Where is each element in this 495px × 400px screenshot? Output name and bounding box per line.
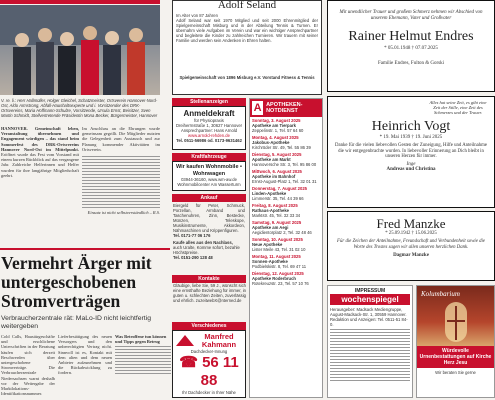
apotheke-entry <box>252 254 320 269</box>
apotheke-entry <box>252 186 320 201</box>
obituary-manzke-signoff: Dagmar Manzke <box>393 253 429 259</box>
ad-wohnmobile-phone: 03944-36160, www.wm-aw.de <box>181 177 237 182</box>
headline-title: Vermehrt Ärger mit untergeschobenen Stromverträgen <box>1 253 152 311</box>
notice-seland-text: Adolf Seland war seit 1970 Mitglied und seit 2000 Ehrenmitglied der Spielgemeinschaft Misburg und in der Abteilung Tennis & Turnen. Er übernahm viele Aufgaben im Verein und war ein wichtiger Ansprechpartner und begleitete die Kinder zu zahlreichen Turnieren. Wir trauern mit seiner Familie und werden sein Andenken in Ehren halten. <box>176 18 318 43</box>
article-left-lead: HANNOVER. Gemeinschaft leben, Veranstaltung übernehmen und Engagement würdigen – das stand beim Sommerfest des DRK-Ortsvereins Hannover Nord-Ost im Mittelpunkt. <box>1 126 79 152</box>
apotheke-name: Apotheke im Bahnhof <box>252 174 296 179</box>
apotheke-address: Marktstr. 45, Tel. 32 33 34 <box>252 213 301 218</box>
ad-kontakte-text: Gläubige, liebe Sie, 59 J., wünscht sich eine ernsthafte Beziehung für immer, in guten u. schlechten Zeiten, zuverlässig und ehrlich. zuzeitwebX@nterned.de <box>173 283 246 303</box>
obituary-manzke-text: Für die Zeichen der Anteilnahme, Freundschaft und Verbundenheit sowie die Worte des Trostes sagen wir allen unseren herzlichen Dank. <box>337 239 485 250</box>
article-left-body: Eröffnet wurde das Fest vom Vorstand mit einem kurzen Rückblick auf das vergangene Jahr. Zahlreiche Helferinnen und Helfer wurden für ihre langjährige Mitgliedschaft geehrt. <box>1 152 79 178</box>
notice-seland-intro: Im Alter von 87 Jahren <box>176 13 218 18</box>
apotheke-entry <box>252 135 320 150</box>
apotheke-address: Hannoversche Str. 3, Tel. 95 86 00 <box>252 162 317 167</box>
phone-icon: ☎ <box>179 354 203 371</box>
section-header-ankauf: Ankauf <box>172 194 246 202</box>
apotheke-date: Sonntag, 3. August 2025 <box>252 118 301 123</box>
group-photo-people <box>0 5 160 95</box>
apotheke-name: Apotheke am Aegi <box>252 225 289 230</box>
apotheke-address: Lister Meile 43, Tel. 31 02 10 <box>252 247 306 252</box>
ad-ankauf-phone: Tel. 0171-77 06 176 <box>173 233 211 238</box>
headline-subtitle: Verbraucherzentrale rät: MaLo-ID nicht leichtfertig weitergeben <box>1 315 151 330</box>
ad-kolumbarium <box>416 285 495 398</box>
article-left-signoff: Einsatz ist nicht selbstverständlich – R.S. <box>87 210 160 216</box>
apotheke-entry <box>252 169 320 184</box>
ad-anmeldekraft-title: Anmeldekraft <box>183 109 235 118</box>
article-mid-text: Im Anschluss an die Ehrungen wurde gemeinsam gegrillt. Die Mitglieder nutzten die Gelegenheit zum Austausch und zur Planung kommender Aktivitäten im Ortsverein. <box>82 126 160 152</box>
kolumbarium-image <box>417 286 494 346</box>
apotheken-list <box>250 117 322 289</box>
ad-kahmann-tagline: Dachdecker-Innung <box>190 349 228 354</box>
obituary-vogt-verse: Alles hat seine Zeit, es gibt eine Zeit der Stille, eine Zeit des Schmerzes und der Trauer. <box>429 100 487 115</box>
apotheke-date: Dienstag, 5. August 2025 <box>252 152 302 157</box>
apotheke-name: Sonnen-Apotheke <box>252 259 288 264</box>
obituary-endres-family: Familie Endres, Fulton & Gorski <box>378 61 444 67</box>
apotheke-address: Podbielskistr. 8, Tel. 69 47 11 <box>252 264 307 269</box>
ad-kahmann-caption: Ihr Dachdecker in Ihrer Nähe <box>182 390 236 395</box>
apotheke-entry <box>252 203 320 218</box>
headline-col3 <box>115 334 171 398</box>
roof-house-icon <box>175 333 195 347</box>
apotheke-name: Apotheke am Markt <box>252 157 291 162</box>
group-photo <box>0 5 160 95</box>
impressum-text: Herausgeber: Madsack Mediengruppe, August-Madsack-Str. 1, 30559 Hannover. Redaktion und Anzeigen: Tel. 0511-51 84-0. <box>330 307 408 327</box>
ad-kahmann-phone <box>175 354 243 390</box>
ad-wohnmobile-sub: Wohnmobilcenter Am Wasserturm <box>177 182 241 187</box>
ad-kahmann-phone-number: 56 11 88 <box>200 354 239 389</box>
obituary-endres-verse: Mit unendlicher Trauer und großem Schmerz nehmen wir Abschied von unserem Ehemann, Vater und Großvater <box>339 10 483 21</box>
notice-seland <box>172 0 322 95</box>
apotheke-name: Apotheke am Tierpark <box>252 123 296 128</box>
ad-anmeldekraft-email[interactable]: www.arnold-rehden.de <box>188 133 230 138</box>
ad-ankauf-text2: auch Uralte, Komme sofort, bezahle Höchstpreise. <box>173 245 240 255</box>
apotheke-date: Montag, 4. August 2025 <box>252 135 299 140</box>
obituary-vogt-signoff: Andreas und Christina <box>386 167 436 173</box>
apotheken-notdienst <box>249 98 323 398</box>
notice-seland-name: Adolf Seland <box>217 0 277 11</box>
section-header-kfz: Kraftfahrzeuge <box>172 153 246 161</box>
apotheke-address: Zeppelinstr. 1, Tel. 57 64 60 <box>252 128 304 133</box>
obituary-vogt <box>327 96 495 208</box>
apotheke-address: Aegidientorplatz 2, Tel. 32 48 46 <box>252 230 312 235</box>
kolumbarium-text: Würdevolle Urnenbestattungen auf Kirche Herz Jesu <box>417 346 494 368</box>
ad-wohnmobile-title: Wir kaufen Wohnmobile • Wohnwagen <box>176 164 242 177</box>
apotheken-header-title: APOTHEKEN-NOTDIENST <box>266 102 303 114</box>
apotheke-date: Sonntag, 10. August 2025 <box>252 237 303 242</box>
apotheke-name: Rathaus-Apotheke <box>252 208 289 213</box>
obituary-manzke <box>327 211 495 281</box>
ad-kahmann-brand: Manfred Kahmann <box>201 332 237 349</box>
headline-rule <box>0 248 170 250</box>
obituary-manzke-name: Fred Manzke <box>376 216 446 231</box>
apotheke-name: Linden-Apotheke <box>252 191 287 196</box>
apotheke-date: Dienstag, 12. August 2025 <box>252 271 304 276</box>
section-header-stellen: Stellenanzeigen <box>172 98 246 106</box>
apotheken-header <box>250 99 322 117</box>
headline-col1: Cold Calls, Haustürgeschäfte und erschlichene Unterschriften in der Beratung häufen sich derzeit Beschwerden über untergeschobene Stromverträge. Die Verbraucherzentrale Niedersachsen warnt deshalb vor der Weitergabe der Marktlokations-Identifikationsnummer. <box>1 334 55 397</box>
ad-anmeldekraft <box>172 106 246 150</box>
apotheke-address: Kirchröder Str. 49, Tel. 55 86 39 <box>252 145 311 150</box>
apotheke-address: Rotekreuzstr. 23, Tel. 57 10 76 <box>252 281 309 286</box>
ad-anmeldekraft-sub: für Physiopraxis <box>194 118 224 123</box>
apotheke-name: Neue Apotheke <box>252 242 283 247</box>
apotheke-name: Apotheke Roderbruch <box>252 276 296 281</box>
ad-wohnmobile <box>172 161 246 191</box>
impressum <box>327 285 413 398</box>
obituary-endres <box>327 0 495 92</box>
notice-seland-signoff: Spielgemeinschaft von 1896 Misburg e.V. Vorstand Fitness & Tennis <box>179 75 315 80</box>
top-accent-bar <box>0 0 160 4</box>
obituary-vogt-text: Danke für die vielen liebevollen Gesten der Zuneigung, Hilfe und Anteilnahme die wir entgegenbrachte wurden. In liebevoller Erinnerung an Dich bleibt in unseren Herzen für immer. <box>335 143 487 160</box>
kolumbarium-cta[interactable]: Wir beraten Sie gerne <box>435 370 476 375</box>
article-left-col1 <box>1 126 79 244</box>
obituary-endres-name: Rainer Helmut Endres <box>348 29 474 44</box>
apotheke-date: Montag, 11. August 2025 <box>252 254 301 259</box>
ad-ankauf-phone2: Tel. 0151-290 128 48 <box>173 255 213 260</box>
section-header-kontakte: Kontakte <box>172 275 246 283</box>
apotheke-entry <box>252 118 320 133</box>
photo-caption: V. re. li.: Herr Hallmüller, Holger Gleichel, Schatzmeister, Ortsverein Hannover-Nord-Ost, Aldo Armstrong, Abfall-Haushaltsexperte und i. Vorsitzender des DRK-Ortsvereins, Maria Hoffmann-Schulze, Vorsitzende, Ursula Ernst, Beisitzer, Sven Martin Schmidt, Stellvertretende Präsidentin Mona Becker, Bürgermeister, Hannover <box>1 98 158 118</box>
apotheke-entry <box>252 152 320 167</box>
apotheke-date: Donnerstag, 7. August 2025 <box>252 186 307 191</box>
ad-kahmann <box>172 330 246 398</box>
ad-anmeldekraft-address: Dreiherrnstraße 1, 30627 Hannover <box>175 123 243 128</box>
obituary-endres-dates: * 05.01.1948 † 07.07.2025 <box>384 46 438 51</box>
obituary-vogt-signoff-label: Inge <box>406 161 416 167</box>
ad-anmeldekraft-phone: Tel. 0511-56986 od. 0173-9631462 <box>176 138 242 143</box>
apotheke-entry <box>252 271 320 286</box>
apotheke-entry <box>252 220 320 235</box>
ad-anmeldekraft-contact: Ansprechpartner: Hans Arnold <box>180 128 238 133</box>
headline-col3-title: Was Betroffene tun können und Tipps gegen Betrug <box>115 334 167 345</box>
apotheke-entry <box>252 237 320 252</box>
impressum-header: IMPRESSUM <box>354 288 386 294</box>
kolumbarium-title: Kolumbarium <box>421 290 460 298</box>
ad-ankauf-text: Biergeld für Peter, Schmuck, Porzellan, Armband und Taschenuhren, Zinn, Bestecke, Münzen, Teleskope, Musikinstrumente, Akkordeon, Nähmaschinen und Krippenfiguren. <box>173 203 245 233</box>
apotheke-date: Mittwoch, 6. August 2025 <box>252 169 302 174</box>
apotheke-name: Jakobus-Apotheke <box>252 140 290 145</box>
ads-ankauf <box>172 202 246 272</box>
church-window-icon <box>417 286 495 346</box>
obituary-vogt-dates: * 19. Mai 1939 † 19. Juni 2025 <box>379 135 443 140</box>
apotheke-address: Limmerstr. 35, Tel. 44 39 66 <box>252 196 304 201</box>
obituary-vogt-name: Heinrich Vogt <box>371 119 451 134</box>
article-left-col2 <box>82 126 160 244</box>
section-header-verschiedenes: Verschiedenes <box>172 322 246 330</box>
apotheke-date: Freitag, 8. August 2025 <box>252 203 298 208</box>
obituary-manzke-dates: * 25.09.1942 † 15.06.2025 <box>385 231 437 236</box>
ad-ankauf-title2: Kaufe alles aus den Nachlass, <box>173 240 233 245</box>
apotheke-address: Ernst-August-Platz 1, Tel. 32 01 31 <box>252 179 317 184</box>
impressum-brand: wochenspiegel <box>330 294 410 305</box>
headline-col2: Lieferbestätigung des neuen Versorgers und den unberechtigten Vertrag nicht. Sinnvoll ist es, Kontakt mit dem alten und dem neuen Anbieter aufzunehmen und die Rückabwicklung zu fordern. <box>58 334 112 376</box>
apotheke-date: Samstag, 9. August 2025 <box>252 220 302 225</box>
apotheke-a-icon: A <box>253 102 262 114</box>
